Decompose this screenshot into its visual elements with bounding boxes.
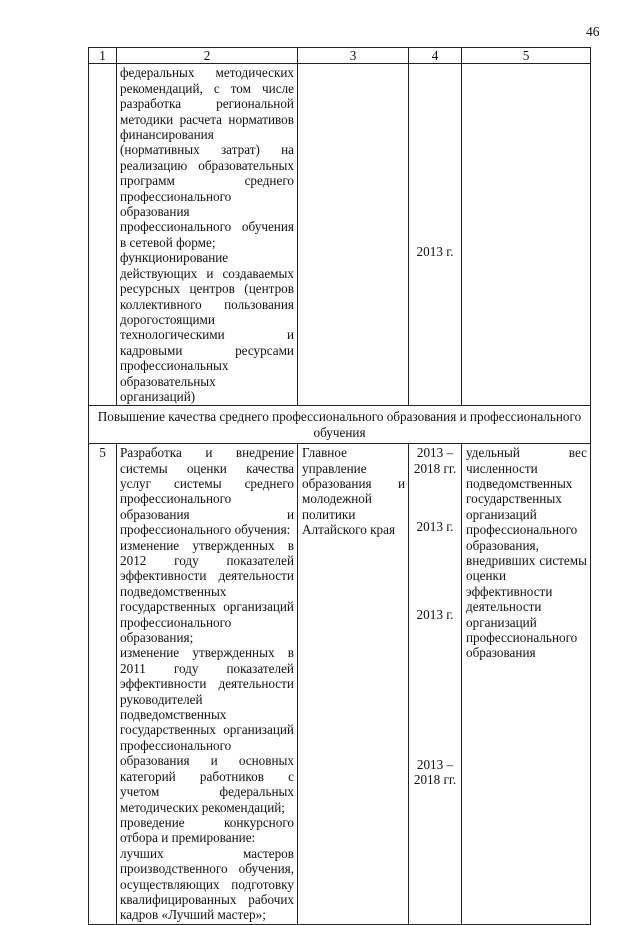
measure-text-part: изменение утвержденных в 2012 году показателей эффективности деятельности подведомственных государственных организаций профессионального образования; [120, 537, 294, 646]
indicator-cell: удельный вес численности подведомственных государственных организаций профессионального образования, внедривших системы оценки эффективности деятельности организаций профессионального образования [462, 444, 591, 925]
table-row-continued [89, 64, 591, 406]
column-number-4: 4 [409, 48, 462, 64]
table-row-5 [89, 444, 591, 925]
column-number-5: 5 [462, 48, 591, 64]
measure-text-part: лучших мастеров производственного обучения, осуществляющих подготовку квалифицированных рабочих кадров «Лучший мастер»; [120, 845, 294, 923]
measure-text-part: проведение конкурсного отбора и премирование: [120, 814, 294, 846]
plan-table [88, 47, 591, 925]
row-number: 5 [89, 444, 117, 925]
executor-cell: Главное управление образования и молодежной политики Алтайского края [298, 444, 409, 925]
number-cell-empty [89, 64, 117, 406]
measure-text-part: изменение утвержденных в 2011 году показателей эффективности деятельности руководителей подведомственных государственных организаций профессионального образования и основных категорий работников с учетом федеральных методических рекомендаций; [120, 645, 294, 815]
date-value: 2013 – 2018 гг. [413, 756, 457, 788]
measure-cell [117, 64, 298, 406]
measure-cell [117, 444, 298, 925]
date-value: 2013 – 2018 гг. [413, 445, 457, 476]
page-number: 46 [586, 24, 600, 39]
column-number-2: 2 [117, 48, 298, 64]
date-value: 2013 г. [416, 607, 454, 623]
measure-text-part: функционирование действующих и создаваемых ресурсных центров (центров коллективного пользования дорогостоящими технологическими и кадровыми ресурсами профессиональных образовательных организаций) [120, 250, 294, 404]
date-cell [409, 64, 462, 406]
measure-text-part: Разработка и внедрение системы оценки качества услуг системы среднего профессионального образования и профессионального обучения: [120, 445, 294, 538]
dates-cell [409, 444, 462, 925]
date-value: 2013 г. [416, 518, 454, 534]
column-number-1: 1 [89, 48, 117, 64]
indicator-cell-empty [462, 64, 591, 406]
section-row [89, 406, 591, 444]
executor-cell-empty [298, 64, 409, 406]
column-number-row [89, 48, 591, 64]
measure-text-part: федеральных методических рекомендаций, с том числе разработка региональной методики расчета нормативов финансирования (нормативных затрат) на реализацию образовательных программ среднего профессионального образования профессионального обучения в сетевой форме; [120, 65, 294, 250]
column-number-3: 3 [298, 48, 409, 64]
section-title: Повышение качества среднего профессионального образования и профессионального обучения [89, 406, 591, 444]
date-value: 2013 г. [416, 244, 454, 260]
